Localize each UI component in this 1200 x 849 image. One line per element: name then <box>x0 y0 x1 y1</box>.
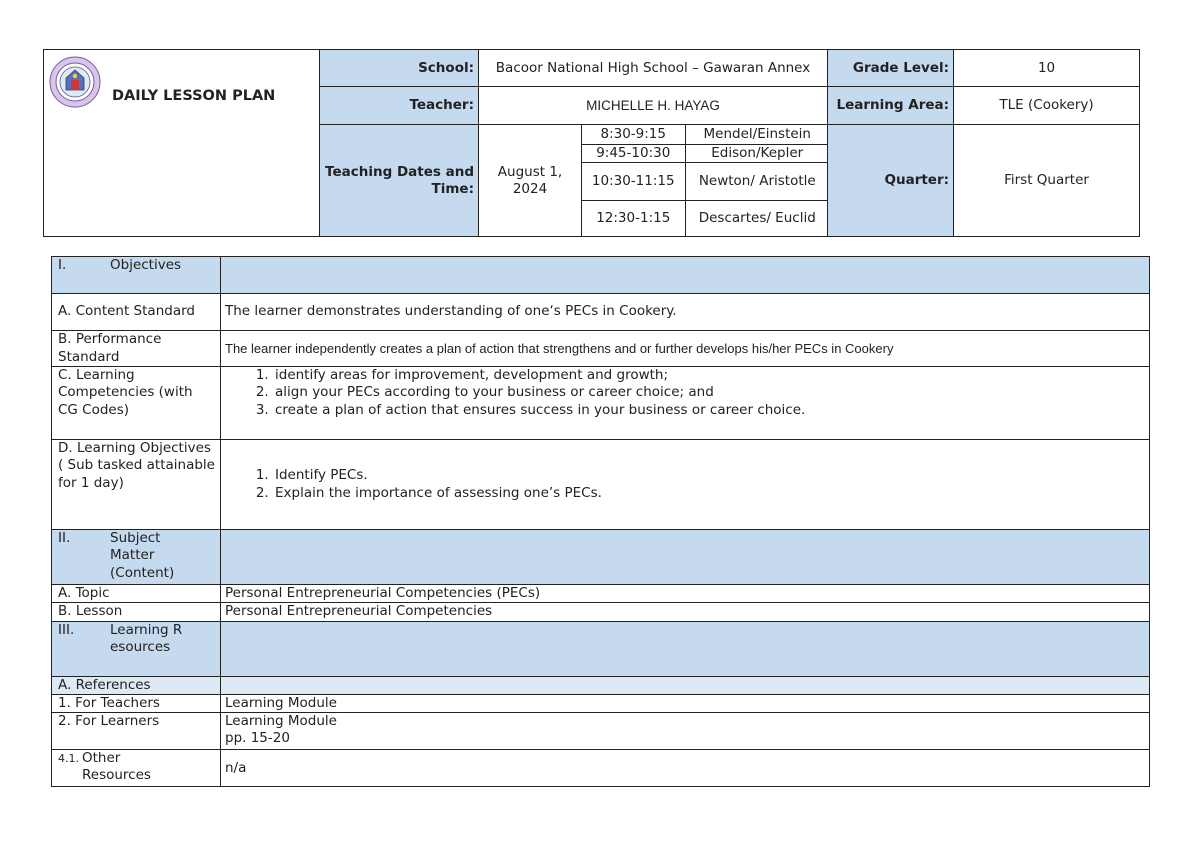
topic-label: A. Topic <box>52 585 221 603</box>
learning-objectives-label: D. Learning Objectives ( Sub tasked attainable for 1 day) <box>52 440 221 530</box>
competencies-row <box>52 367 1150 440</box>
topic-row <box>52 585 1150 603</box>
references-empty <box>221 676 1150 694</box>
learning-area-label: Learning Area: <box>828 87 954 125</box>
section-number: I. <box>58 257 67 273</box>
schedule-section: Descartes/ Euclid <box>685 200 829 236</box>
teaching-dates-label: Teaching Dates and Time: <box>320 125 479 237</box>
document-title: DAILY LESSON PLAN <box>112 88 276 104</box>
school-label: School: <box>320 50 479 87</box>
quarter-label: Quarter: <box>828 125 954 237</box>
topic-value: Personal Entrepreneurial Competencies (PECs) <box>221 585 1150 603</box>
section-number: 4.1. <box>58 752 79 766</box>
section-objectives-empty <box>221 257 1150 294</box>
lesson-value: Personal Entrepreneurial Competencies <box>221 603 1150 621</box>
references-label: A. References <box>52 676 221 694</box>
teacher-value: MICHELLE H. HAYAG <box>479 87 828 125</box>
other-resources-cell <box>52 750 221 787</box>
for-learners-row <box>52 713 1150 750</box>
schedule-time: 10:30-11:15 <box>582 162 685 200</box>
section-resources-cell <box>52 621 221 676</box>
competencies-label: C. Learning Competencies (with CG Codes) <box>52 367 221 440</box>
references-row <box>52 676 1150 694</box>
other-resources-row <box>52 750 1150 787</box>
for-learners-label: 2. For Learners <box>52 713 221 750</box>
learning-area-value: TLE (Cookery) <box>954 87 1140 125</box>
lesson-row <box>52 603 1150 621</box>
competencies-cell <box>221 367 1150 440</box>
competencies-list <box>225 367 1145 419</box>
content-standard-value: The learner demonstrates understanding of one‘s PECs in Cookery. <box>221 294 1150 331</box>
section-subject-cell <box>52 530 221 585</box>
schedule-table <box>582 125 829 236</box>
for-learners-value: Learning Module <box>225 713 337 730</box>
section-objectives-cell <box>52 257 221 294</box>
for-teachers-label: 1. For Teachers <box>52 694 221 712</box>
schedule-time: 8:30-9:15 <box>582 125 685 144</box>
quarter-value: First Quarter <box>954 125 1140 237</box>
deped-seal-icon <box>49 56 101 108</box>
learning-objectives-cell <box>221 440 1150 530</box>
section-subject-empty <box>221 530 1150 585</box>
section-row-resources <box>52 621 1150 676</box>
for-teachers-value: Learning Module <box>221 694 1150 712</box>
other-resources-label: Other Resources <box>82 750 151 784</box>
school-value: Bacoor National High School – Gawaran Annex <box>479 50 828 87</box>
for-learners-pages: pp. 15-20 <box>225 730 290 747</box>
schedule-cell <box>582 125 828 237</box>
header-table <box>43 49 1140 237</box>
lesson-plan-table <box>51 256 1150 787</box>
performance-standard-row <box>52 331 1150 367</box>
list-item: 2. Explain the importance of assessing one’s PECs. <box>273 485 1145 502</box>
learning-objectives-list <box>225 467 1145 502</box>
schedule-time: 9:45-10:30 <box>582 144 685 162</box>
content-standard-label: A. Content Standard <box>52 294 221 331</box>
for-learners-cell <box>221 713 1150 750</box>
performance-standard-label: B. Performance Standard <box>52 331 221 367</box>
grade-value: 10 <box>954 50 1140 87</box>
learning-objectives-row <box>52 440 1150 530</box>
section-row-subject <box>52 530 1150 585</box>
content-standard-row <box>52 294 1150 331</box>
section-number: III. <box>58 621 75 638</box>
section-row-objectives <box>52 257 1150 294</box>
list-item: 1. identify areas for improvement, development and growth; <box>273 367 1145 384</box>
logo-cell <box>44 50 320 237</box>
section-title: Objectives <box>110 257 182 273</box>
list-item: 1. Identify PECs. <box>273 467 1145 484</box>
section-number: II. <box>58 530 71 546</box>
teacher-label: Teacher: <box>320 87 479 125</box>
schedule-time: 12:30-1:15 <box>582 200 685 236</box>
section-title: Subject Matter (Content) <box>110 530 175 581</box>
lesson-label: B. Lesson <box>52 603 221 621</box>
list-item: 2. align your PECs according to your business or career choice; and <box>273 384 1145 401</box>
schedule-section: Mendel/Einstein <box>685 125 829 144</box>
performance-standard-value: The learner independently creates a plan of action that strengthens and or further develops his/her PECs in Cookery <box>221 331 1150 367</box>
grade-label: Grade Level: <box>828 50 954 87</box>
list-item: 3. create a plan of action that ensures success in your business or career choice. <box>273 402 1145 419</box>
section-resources-empty <box>221 621 1150 676</box>
date-value: August 1, 2024 <box>479 125 582 237</box>
other-resources-value: n/a <box>221 750 1150 787</box>
schedule-section: Edison/Kepler <box>685 144 829 162</box>
schedule-section: Newton/ Aristotle <box>685 162 829 200</box>
section-title: Learning Resources <box>110 621 183 655</box>
for-teachers-row <box>52 694 1150 712</box>
